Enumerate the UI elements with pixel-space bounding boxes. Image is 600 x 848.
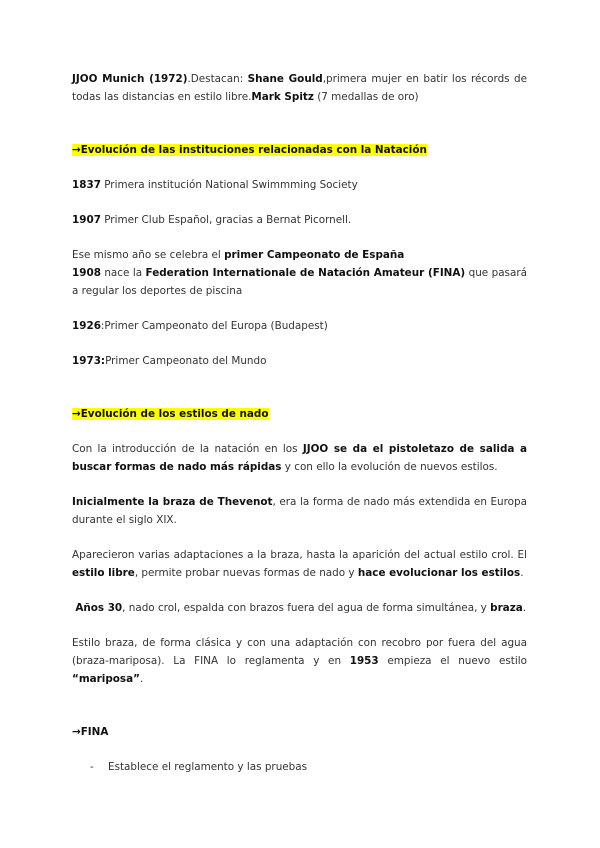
- timeline-item-1907: 1907 Primer Club Español, gracias a Bernat Picornell.: [72, 214, 352, 226]
- paragraph-anos-30: Años 30, nado crol, espalda con brazos fuera del agua de forma simultánea, y braza.: [75, 602, 527, 614]
- list-item: [90, 758, 527, 776]
- section-heading-instituciones: →Evolución de las instituciones relacionadas con la Natación: [72, 144, 427, 156]
- list-item-text: Establece el reglamento y las pruebas: [108, 761, 308, 773]
- section-heading-estilos: →Evolución de los estilos de nado: [72, 408, 269, 420]
- timeline-item-1926: 1926:Primer Campeonato del Europa (Budapest): [72, 320, 328, 332]
- paragraph-thevenot: Inicialmente la braza de Thevenot, era la forma de nado más extendida en Europa durante el siglo XIX.: [72, 496, 528, 526]
- document-page: [72, 70, 527, 776]
- paragraph-munich: JJOO Munich (1972).Destacan: Shane Gould,primera mujer en batir los récords de todas las distancias en estilo libre.Mark Spitz (7 medallas de oro): [72, 73, 527, 103]
- dash-bullet: -: [90, 761, 94, 773]
- section-heading-fina: →FINA: [72, 726, 109, 738]
- timeline-item-1837: 1837 Primera institución National Swimmming Society: [72, 179, 358, 191]
- paragraph-mariposa: Estilo braza, de forma clásica y con una adaptación con recobro por fuera del agua (braza-mariposa). La FINA lo reglamenta y en 1953 empieza el nuevo estilo “mariposa”.: [72, 637, 527, 685]
- timeline-item-1973: 1973:Primer Campeonato del Mundo: [72, 355, 267, 367]
- timeline-item-1908: Ese mismo año se celebra el primer Campeonato de España 1908 nace la Federation Internationale de Natación Amateur (FINA) que pasará a regular los deportes de piscina: [72, 249, 527, 297]
- paragraph-adaptaciones: Aparecieron varias adaptaciones a la braza, hasta la aparición del actual estilo crol. El estilo libre, permite probar nuevas formas de nado y hace evolucionar los estilos.: [72, 549, 527, 579]
- paragraph-introduccion: Con la introducción de la natación en los JJOO se da el pistoletazo de salida a buscar formas de nado más rápidas y con ello la evolución de nuevos estilos.: [72, 443, 528, 473]
